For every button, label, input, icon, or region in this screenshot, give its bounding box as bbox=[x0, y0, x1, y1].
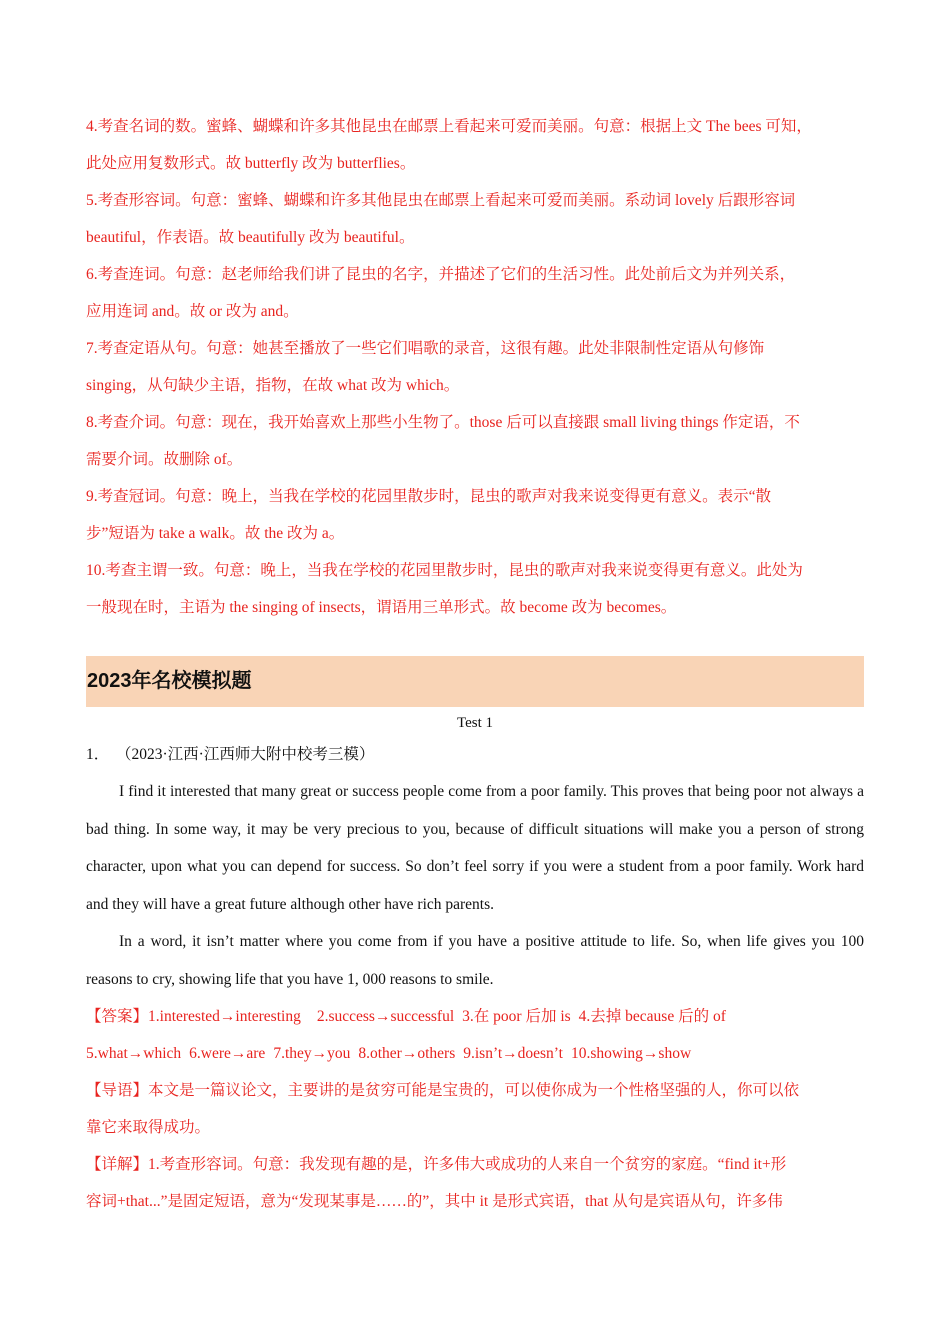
explanation-item bbox=[86, 404, 864, 478]
question-header bbox=[86, 737, 864, 773]
answer-item: 10.showing→show bbox=[571, 1045, 692, 1062]
explanation-line: 9.考查冠词。句意：晚上，当我在学校的花园里散步时，昆虫的歌声对我来说变得更有意义。表示“散 bbox=[86, 488, 772, 505]
answer-item: 7.they→you bbox=[273, 1045, 351, 1062]
answer-line bbox=[86, 1035, 864, 1072]
explanation-item bbox=[86, 478, 864, 552]
explanation-line: 6.考查连词。句意：赵老师给我们讲了昆虫的名字，并描述了它们的生活习性。此处前后文为并列关系， bbox=[86, 266, 796, 283]
page-content bbox=[86, 108, 864, 1220]
explanation-line: 需要介词。故删除 of。 bbox=[86, 451, 243, 468]
answer-item: 2.success→successful bbox=[316, 1008, 455, 1025]
passage-paragraph: In a word, it isn’t matter where you come from if you have a positive attitude to life. So, when life gives you 100 reasons to cry, showing life that you have 1, 000 reasons to smile. bbox=[86, 933, 864, 988]
explanation-line: 此处应用复数形式。故 butterfly 改为 butterflies。 bbox=[86, 155, 416, 172]
guide-block bbox=[86, 1072, 864, 1146]
explanation-line: 7.考查定语从句。句意：她甚至播放了一些它们唱歌的录音，这很有趣。此处非限制性定语从句修饰 bbox=[86, 340, 765, 357]
explanation-line: 一般现在时，主语为 the singing of insects，谓语用三单形式。故 become 改为 becomes。 bbox=[86, 599, 677, 616]
answer-item: 8.other→others bbox=[358, 1045, 456, 1062]
answer-item: 4.去掉 because 后的 of bbox=[578, 1008, 726, 1025]
answer-item: 1.interested→interesting bbox=[148, 1008, 301, 1025]
explanation-list bbox=[86, 108, 864, 626]
question-source: （2023·江西·江西师大附中校考三模） bbox=[116, 746, 375, 763]
explanation-line: 8.考查介词。句意：现在，我开始喜欢上那些小生物了。those 后可以直接跟 small living things 作定语，不 bbox=[86, 414, 800, 431]
explanation-line: 10.考查主谓一致。句意：晚上，当我在学校的花园里散步时，昆虫的歌声对我来说变得更有意义。此处为 bbox=[86, 562, 803, 579]
detail-block bbox=[86, 1146, 864, 1220]
explanation-line: 步”短语为 take a walk。故 the 改为 a。 bbox=[86, 525, 345, 542]
detail-tag: 【详解】 bbox=[86, 1156, 149, 1173]
explanation-item bbox=[86, 182, 864, 256]
answer-item: 5.what→which bbox=[86, 1045, 182, 1062]
explanation-line: beautiful，作表语。故 beautifully 改为 beautiful。 bbox=[86, 229, 415, 246]
answer-item: 9.isn’t→doesn’t bbox=[463, 1045, 563, 1062]
detail-text: 1.考查形容词。句意：我发现有趣的是，许多伟大或成功的人来自一个贫穷的家庭。“find it+形 bbox=[148, 1156, 787, 1173]
explanation-line: 4.考查名词的数。蜜蜂、蝴蝶和许多其他昆虫在邮票上看起来可爱而美丽。句意：根据上文 The bees 可知， bbox=[86, 118, 812, 135]
section-title: 2023年名校模拟题 bbox=[86, 656, 864, 707]
answer-tag: 【答案】 bbox=[86, 1008, 149, 1025]
explanation-item bbox=[86, 552, 864, 626]
guide-line: 靠它来取得成功。 bbox=[86, 1119, 211, 1136]
explanation-line: 5.考查形容词。句意：蜜蜂、蝴蝶和许多其他昆虫在邮票上看起来可爱而美丽。系动词 lovely 后跟形容词 bbox=[86, 192, 796, 209]
guide-line bbox=[86, 1072, 864, 1109]
detail-line bbox=[86, 1146, 864, 1183]
question-number: 1． bbox=[86, 746, 110, 763]
explanation-item bbox=[86, 330, 864, 404]
answer-item: 6.were→are bbox=[189, 1045, 266, 1062]
guide-text: 本文是一篇议论文，主要讲的是贫穷可能是宝贵的，可以使你成为一个性格坚强的人，你可以依 bbox=[148, 1082, 800, 1099]
explanation-line: singing，从句缺少主语，指物，在故 what 改为 which。 bbox=[86, 377, 460, 394]
answer-line bbox=[86, 998, 864, 1035]
guide-tag: 【导语】 bbox=[86, 1082, 149, 1099]
detail-line: 容词+that...”是固定短语，意为“发现某事是……的”，其中 it 是形式宾语，that 从句是宾语从句，许多伟 bbox=[86, 1193, 783, 1210]
explanation-item bbox=[86, 256, 864, 330]
answer-block bbox=[86, 998, 864, 1072]
explanation-item bbox=[86, 108, 864, 182]
passage-paragraph: I find it interested that many great or success people come from a poor family. This proves that being poor not always a bad thing. In some way, it may be very precious to you, because of difficult situations will make you a person of strong character, upon what you can depend for success. So don’t feel sorry if you were a student from a poor family. Work hard and they will have a great future although other have rich parents. bbox=[86, 783, 864, 913]
test-title: Test 1 bbox=[456, 715, 494, 731]
answer-item: 3.在 poor 后加 is bbox=[462, 1008, 571, 1025]
explanation-line: 应用连词 and。故 or 改为 and。 bbox=[86, 303, 299, 320]
